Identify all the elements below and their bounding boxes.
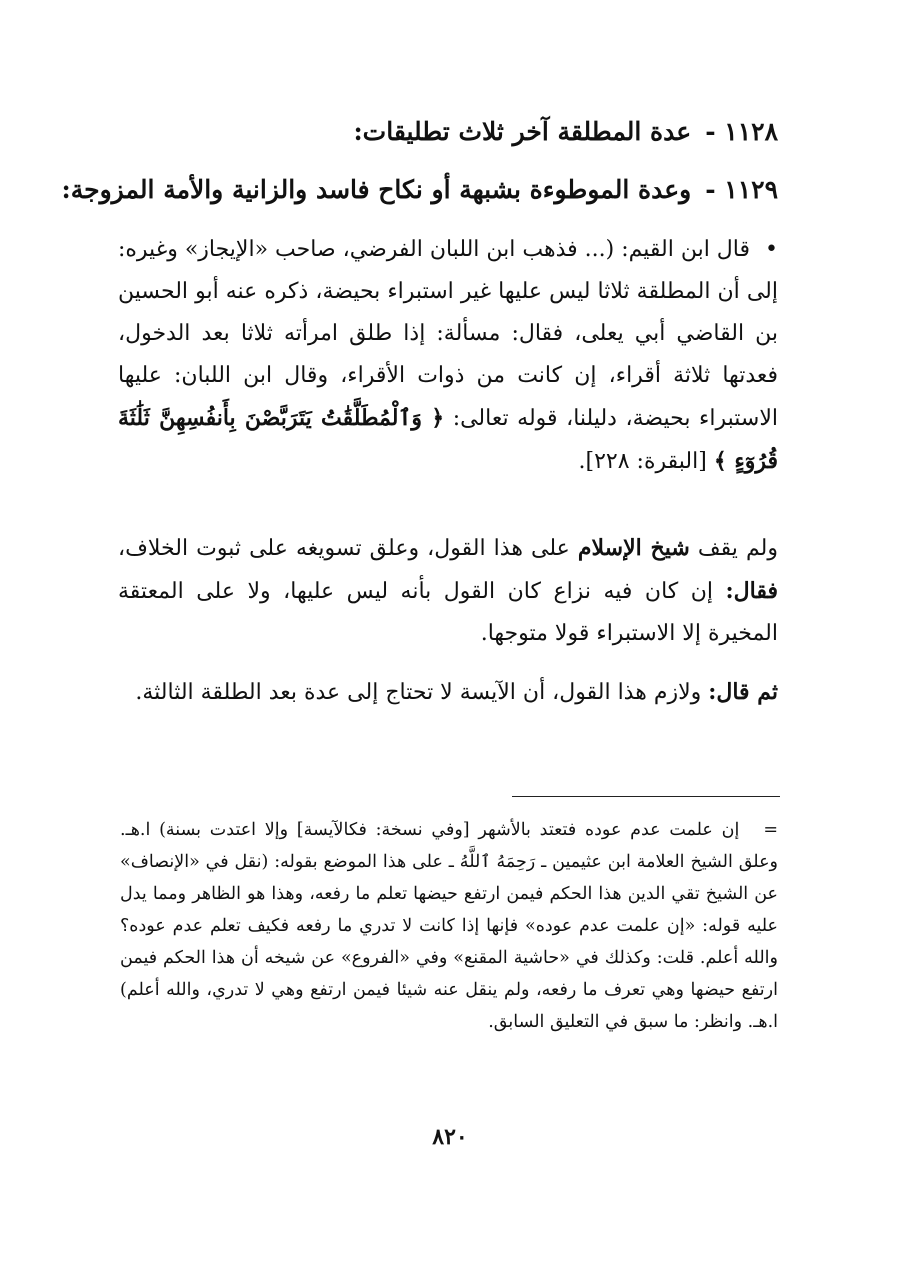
footnote-divider [512,796,780,797]
paragraph-then-said [118,671,778,714]
heading-number: ١١٢٩ - [705,175,778,204]
bold-term: ثم قال: [708,679,778,705]
heading-text: وعدة الموطوءة بشبهة أو نكاح فاسد والزانية والأمة المزوجة: [61,175,692,204]
heading-number: ١١٢٨ - [705,117,778,146]
footnote-continuation-marker: = [763,820,778,840]
footnote [120,814,778,1038]
paragraph-shaykh-al-islam [118,527,778,655]
heading-1129 [61,172,778,208]
page-number: ٨٢٠ [432,1124,468,1150]
paragraph-text: ولازم هذا القول، أن الآيسة لا تحتاج إلى عدة بعد الطلقة الثالثة. [135,680,702,705]
paragraph-text: إن كان فيه نزاع كان القول بأنه ليس عليها، ولا على المعتقة المخيرة إلا الاستبراء قولا متوجها. [118,579,778,646]
paragraph-text: قال ابن القيم: (... فذهب ابن اللبان الفرضي، صاحب «الإيجاز» وغيره: إلى أن المطلقة ثلاثا ليس عليها غير استبراء بحيضة، ذكره عنه أبو الحسين بن القاضي أبي يعلى، فقال: مسألة: إذا طلق امرأته ثلاثا بعد الدخول، فعدتها ثلاثة أقراء، إن كانت من ذوات الأقراء، وقال ابن اللبان: عليها الاستبراء بحيضة، دليلنا، قوله تعالى: [117,237,778,431]
footnote-text: إن علمت عدم عوده فتعتد بالأشهر [وفي نسخة: فكالآيسة] وإلا اعتدت بسنة) ا.هـ. وعلق الشيخ العلامة ابن عثيمين ـ رَحِمَهُ ٱللَّهُ ـ على هذا الموضع بقوله: (نقل في «الإنصاف» عن الشيخ تقي الدين هذا الحكم فيمن ارتفع حيضها تعلم ما رفعه، وهذا هو الظاهر ومما يدل عليه قوله: «إن علمت عدم عوده» فإنها إذا كانت لا تدري ما رفعه فكيف تعلم عدم عوده؟ والله أعلم. قلت: وكذلك في «حاشية المقنع» وفي «الفروع» عن شيخه أن هذا الحكم فيمن ارتفع حيضها وهي تعرف ما رفعه، ولم ينقل عنه شيئا فيمن ارتفع وهي لا تدري، والله أعلم) ا.هـ. وانظر: ما سبق في التعليق السابق. [120,820,778,1032]
verse-reference: [البقرة: ٢٢٨]. [578,449,707,474]
heading-1128 [118,114,778,150]
bold-term: شيخ الإسلام [577,535,690,561]
bold-term: فقال: [725,578,779,604]
paragraph-text: على هذا القول، وعلق تسويغه على ثبوت الخلاف، [118,536,570,561]
heading-text: عدة المطلقة آخر ثلاث تطليقات: [353,117,692,146]
paragraph-ibn-alqayyim [118,229,778,483]
paragraph-text: ولم يقف [697,536,778,561]
bullet-icon: • [765,237,778,262]
quran-verse: ﴿ وَٱلْمُطَلَّقَٰتُ يَتَرَبَّصْنَ بِأَنفُسِهِنَّ ثَلَٰثَةَ قُرُوٓءٍ ﴾ [118,405,778,474]
